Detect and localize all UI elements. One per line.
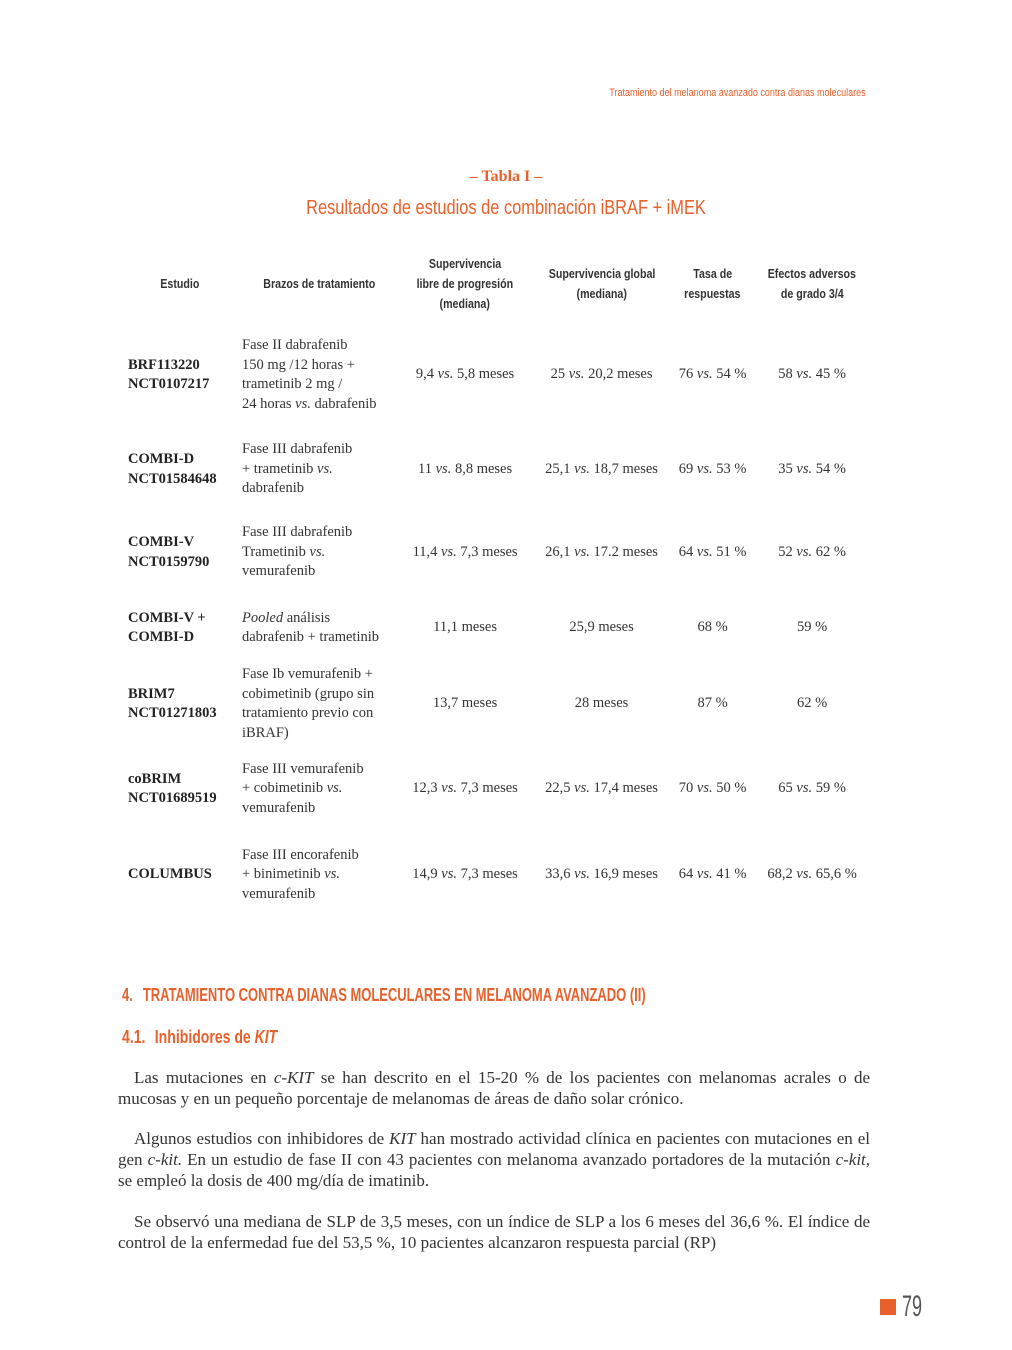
paragraph: Algunos estudios con inhibidores de KIT han mostrado actividad clínica en pacientes con mutaciones en el gen c-kit. En un estudio de fase II con 43 pacientes con melanoma avanzado portadores de la mutación c-kit, se empleó la dosis de 400 mg/día de imatinib. xyxy=(118,1129,871,1190)
study-cell xyxy=(122,660,238,748)
arms-cell xyxy=(238,320,400,430)
arms-line: iBRAF) xyxy=(242,724,289,741)
page-number xyxy=(880,1290,928,1324)
section-heading xyxy=(122,985,646,1006)
pfs-cell: 9,4 vs. 5,8 meses xyxy=(415,366,515,383)
study-name-line: BRIM7 xyxy=(128,685,175,702)
pfs-cell: 11 vs. 8,8 meses xyxy=(418,460,513,477)
pfs-cell: 11,4 vs. 7,3 meses xyxy=(412,543,518,560)
table-row xyxy=(122,320,872,430)
col-header-adverse: Efectos adversos de grado 3/4 xyxy=(767,266,857,301)
section-number: 4. xyxy=(122,985,133,1005)
os-cell: 26,1 vs. 17.2 meses xyxy=(545,543,658,560)
study-name-line: COMBI-D xyxy=(128,629,195,645)
pfs-cell: 12,3 vs. 7,3 meses xyxy=(412,780,518,797)
arms-cell xyxy=(238,748,400,830)
study-name-line: COMBI-V xyxy=(128,534,195,550)
response-cell: 87 % xyxy=(697,695,728,712)
table-row xyxy=(122,830,872,920)
adverse-cell: 35 vs. 54 % xyxy=(778,460,846,477)
arms-line: Fase II dabrafenib xyxy=(242,337,348,353)
arms-line: vemurafenib xyxy=(242,799,316,816)
response-cell: 76 vs. 54 % xyxy=(678,366,747,383)
arms-line: vemurafenib xyxy=(242,885,316,902)
running-header: Tratamiento del melanoma avanzado contra dianas moleculares xyxy=(609,87,866,99)
arms-cell xyxy=(238,596,400,660)
study-name-line: COMBI-D xyxy=(128,451,195,467)
arms-line: Trametinib vs. xyxy=(242,543,326,560)
arms-cell xyxy=(238,509,400,596)
table-label: – Tabla I – xyxy=(469,168,543,185)
adverse-cell: 58 vs. 45 % xyxy=(778,366,846,383)
adverse-cell: 68,2 vs. 65,6 % xyxy=(767,866,857,883)
pfs-cell: 11,1 meses xyxy=(433,619,498,636)
col-header-study: Estudio xyxy=(160,276,200,291)
os-cell: 33,6 vs. 16,9 meses xyxy=(545,866,658,883)
arms-line: Fase III vemurafenib xyxy=(242,760,364,777)
arms-line: dabrafenib + trametinib xyxy=(242,629,380,645)
page-number-text: 79 xyxy=(902,1290,923,1323)
study-name-line: NCT01584648 xyxy=(128,470,217,487)
os-cell: 28 meses xyxy=(574,695,629,712)
study-cell xyxy=(122,430,238,509)
arms-line: Fase III dabrafenib xyxy=(242,441,353,458)
study-name-line: COLUMBUS xyxy=(128,866,212,883)
table-row xyxy=(122,748,872,830)
arms-line: 150 mg /12 horas + xyxy=(242,356,355,373)
table-row xyxy=(122,660,872,748)
response-cell: 68 % xyxy=(697,619,728,636)
table-row xyxy=(122,509,872,596)
response-cell: 64 vs. 51 % xyxy=(678,543,747,560)
arms-line: vemurafenib xyxy=(242,563,316,580)
os-cell: 25 vs. 20,2 meses xyxy=(550,366,653,383)
col-header-os: Supervivencia global (mediana) xyxy=(548,266,655,301)
os-cell: 25,9 meses xyxy=(569,619,634,636)
col-header-pfs: Supervivencia libre de progresión (mediana) xyxy=(416,256,514,311)
subsection-title: Inhibidores de xyxy=(154,1027,255,1047)
response-cell: 64 vs. 41 % xyxy=(678,866,747,883)
arms-cell xyxy=(238,830,400,920)
study-cell xyxy=(122,596,238,660)
arms-line: tratamiento previo con xyxy=(242,705,374,721)
subsection-heading xyxy=(122,1027,277,1048)
table-header-row xyxy=(122,248,872,320)
os-cell: 25,1 vs. 18,7 meses xyxy=(545,460,658,477)
study-cell xyxy=(122,509,238,596)
table-row xyxy=(122,596,872,660)
paragraph: Se observó una mediana de SLP de 3,5 meses, con un índice de SLP a los 6 meses del 36,6 %. El índice de control de la enfermedad fue del 53,5 %, 10 pacientes alcanzaron respuesta parcial (RP) xyxy=(118,1212,870,1252)
adverse-cell: 62 % xyxy=(797,695,828,712)
study-cell xyxy=(122,830,238,920)
arms-line: + trametinib vs. xyxy=(242,460,333,477)
os-cell: 22,5 vs. 17,4 meses xyxy=(545,780,658,797)
arms-line: Pooled análisis xyxy=(242,609,331,626)
arms-line: + cobimetinib vs. xyxy=(242,780,343,797)
arms-cell xyxy=(238,660,400,748)
page-marker-square xyxy=(880,1299,896,1315)
study-name-line: NCT0107217 xyxy=(128,376,210,392)
subsection-number: 4.1. xyxy=(122,1027,146,1047)
arms-line: Fase III dabrafenib xyxy=(242,524,353,541)
study-name-line: coBRIM xyxy=(128,770,182,787)
arms-line: 24 horas vs. dabrafenib xyxy=(242,395,377,412)
table-title: Resultados de estudios de combinación iBRAF + iMEK xyxy=(306,197,706,219)
study-name-line: COMBI-V + xyxy=(128,609,206,626)
response-cell: 70 vs. 50 % xyxy=(678,780,747,797)
pfs-cell: 13,7 meses xyxy=(432,695,498,712)
arms-cell xyxy=(238,430,400,509)
arms-line: dabrafenib xyxy=(242,480,304,497)
response-cell: 69 vs. 53 % xyxy=(678,460,747,477)
study-name-line: NCT01271803 xyxy=(128,705,217,721)
adverse-cell: 59 % xyxy=(797,619,828,636)
col-header-arms: Brazos de tratamiento xyxy=(263,276,375,291)
arms-line: + binimetinib vs. xyxy=(242,866,341,883)
table-row xyxy=(122,430,872,509)
arms-line: Fase III encorafenib xyxy=(242,846,359,863)
section-title: TRATAMIENTO CONTRA DIANAS MOLECULARES EN MELANOMA AVANZADO (II) xyxy=(142,985,646,1005)
pfs-cell: 14,9 vs. 7,3 meses xyxy=(412,866,518,883)
col-header-response: Tasa de respuestas xyxy=(684,266,741,301)
arms-line: trametinib 2 mg / xyxy=(242,376,343,392)
subsection-title-italic: KIT xyxy=(254,1027,278,1047)
arms-line: Fase Ib vemurafenib + xyxy=(242,666,373,682)
study-cell xyxy=(122,320,238,430)
results-table xyxy=(122,248,872,920)
arms-line: cobimetinib (grupo sin xyxy=(242,685,375,702)
study-name-line: NCT01689519 xyxy=(128,790,217,806)
study-name-line: NCT0159790 xyxy=(128,553,210,570)
study-name-line: BRF113220 xyxy=(128,356,200,373)
adverse-cell: 65 vs. 59 % xyxy=(778,780,846,797)
study-cell xyxy=(122,748,238,830)
adverse-cell: 52 vs. 62 % xyxy=(778,543,846,560)
paragraph: Las mutaciones en c-KIT se han descrito en el 15-20 % de los pacientes con melanomas acrales o de mucosas y en un pequeño porcentaje de melanomas de áreas de daño solar crónico. xyxy=(118,1068,871,1108)
